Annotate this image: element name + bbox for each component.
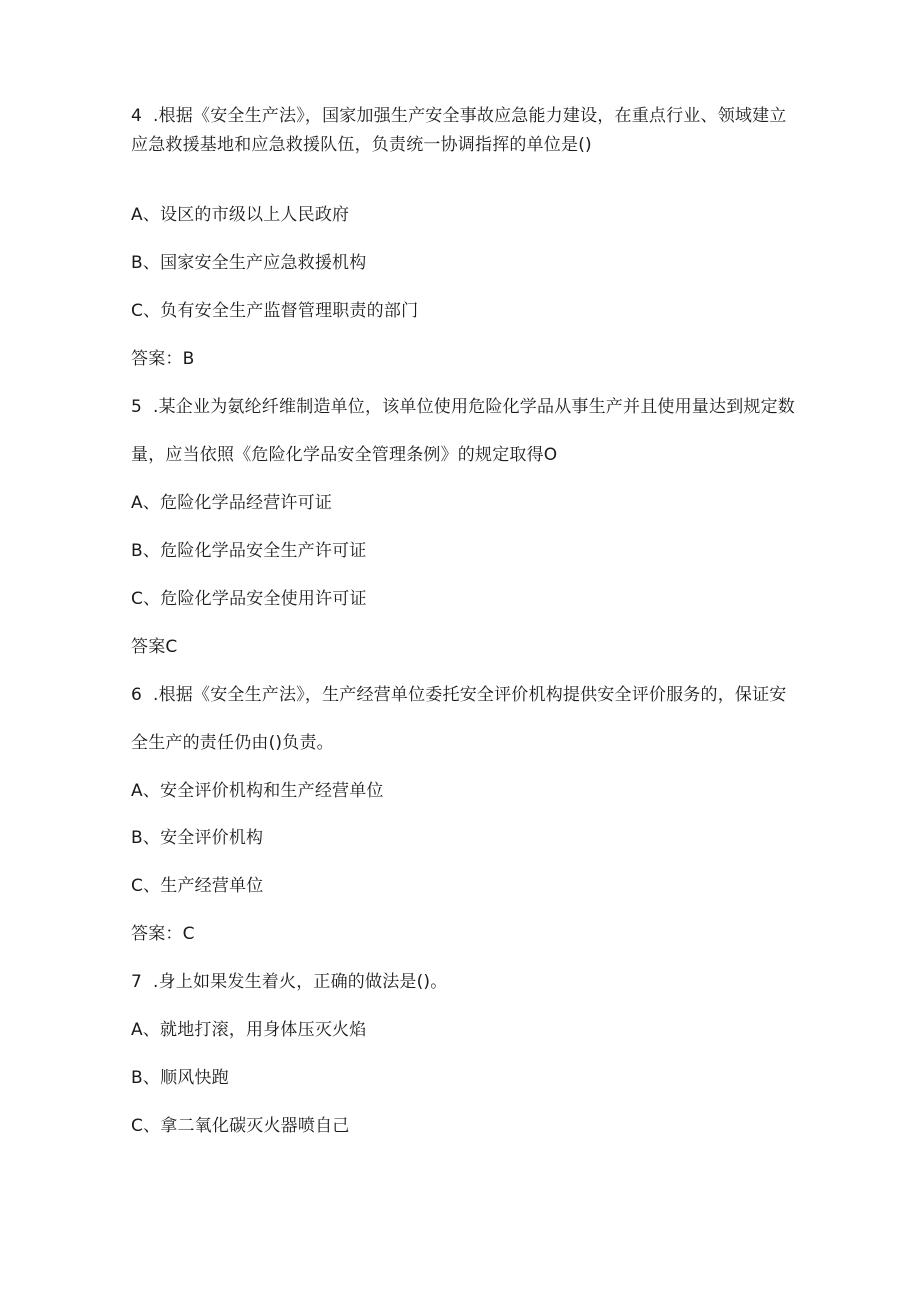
- question-6-option-a: A、安全评价机构和生产经营单位: [131, 781, 384, 801]
- question-number: 4: [131, 106, 143, 126]
- question-4-option-c: C、负有安全生产监督管理职责的部门: [131, 301, 419, 321]
- question-number: 7: [131, 972, 143, 992]
- question-6-stem-line-2: 全生产的责任仍由()负责。: [131, 733, 334, 753]
- question-4-answer: 答案：B: [131, 349, 195, 369]
- question-5-answer: 答案C: [131, 637, 178, 657]
- question-6-option-b: B、安全评价机构: [131, 828, 264, 848]
- question-4-option-a: A、设区的市级以上人民政府: [131, 205, 350, 225]
- question-text: .根据《安全生产法》，生产经营单位委托安全评价机构提供安全评价服务的，保证安: [153, 685, 787, 705]
- question-number: 6: [131, 685, 143, 705]
- question-6-stem-line-1: [131, 683, 787, 707]
- question-5-option-c: C、危险化学品安全使用许可证: [131, 589, 367, 609]
- question-7-option-a: A、就地打滚，用身体压灭火焰: [131, 1020, 367, 1040]
- question-number: 5: [131, 397, 143, 417]
- question-4-stem-line-2: 应急救援基地和应急救援队伍，负责统一协调指挥的单位是(): [131, 135, 592, 155]
- question-6-option-c: C、生产经营单位: [131, 876, 264, 896]
- question-text: .根据《安全生产法》，国家加强生产安全事故应急能力建设，在重点行业、领域建立: [153, 106, 787, 126]
- question-5-stem-line-1: [131, 395, 795, 419]
- question-4-stem-line-1: [131, 104, 787, 128]
- question-6-answer: 答案：C: [131, 924, 195, 944]
- question-4-option-b: B、国家安全生产应急救援机构: [131, 253, 367, 273]
- question-5-stem-line-2: 量，应当依照《危险化学品安全管理条例》的规定取得O: [131, 445, 558, 465]
- question-text: .身上如果发生着火，正确的做法是()。: [153, 972, 448, 992]
- question-7-option-c: C、拿二氧化碳灭火器喷自己: [131, 1116, 350, 1136]
- question-7-stem-line-1: [131, 970, 447, 994]
- question-7-option-b: B、顺风快跑: [131, 1068, 229, 1088]
- question-5-option-a: A、危险化学品经营许可证: [131, 493, 333, 513]
- question-5-option-b: B、危险化学品安全生产许可证: [131, 541, 367, 561]
- question-text: .某企业为氨纶纤维制造单位，该单位使用危险化学品从事生产并且使用量达到规定数: [153, 397, 796, 417]
